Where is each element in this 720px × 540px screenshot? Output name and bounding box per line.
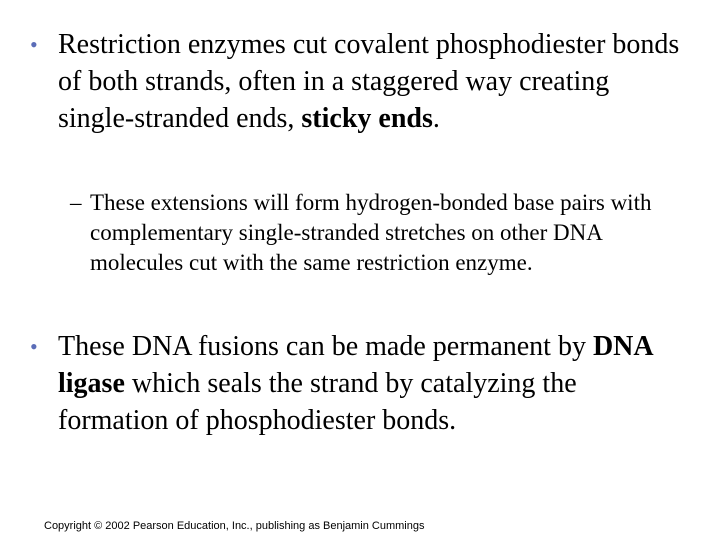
sub-bullet-text: These extensions will form hydrogen-bonded base pairs with complementary single-stranded stretches on other DNA molecules cut with the same restriction enzyme. (90, 190, 652, 275)
copyright-notice: Copyright © 2002 Pearson Education, Inc., publishing as Benjamin Cummings (44, 520, 425, 532)
sub-bullet-extensions (70, 188, 680, 278)
bullet-text (58, 328, 680, 439)
bullet-text-bold: DNA ligase (58, 331, 653, 399)
bullet-dna-fusions (30, 328, 680, 439)
sub-bullet-marker: – (70, 190, 82, 215)
bullet-text-part2: . (432, 103, 440, 134)
bullet-text-bold: sticky ends (301, 103, 433, 134)
bullet-text-part1: These DNA fusions can be made permanent by (58, 331, 593, 362)
bullet-marker: • (30, 32, 38, 57)
bullet-marker: • (30, 334, 38, 359)
bullet-text-part1: Restriction enzymes cut covalent phosphodiester bonds of both strands, often in a staggered way creating single-stranded ends, (58, 29, 680, 134)
bullet-restriction-enzymes (30, 26, 680, 137)
bullet-text (58, 26, 680, 137)
bullet-text-part2: which seals the strand by catalyzing the formation of phosphodiester bonds. (58, 368, 577, 436)
